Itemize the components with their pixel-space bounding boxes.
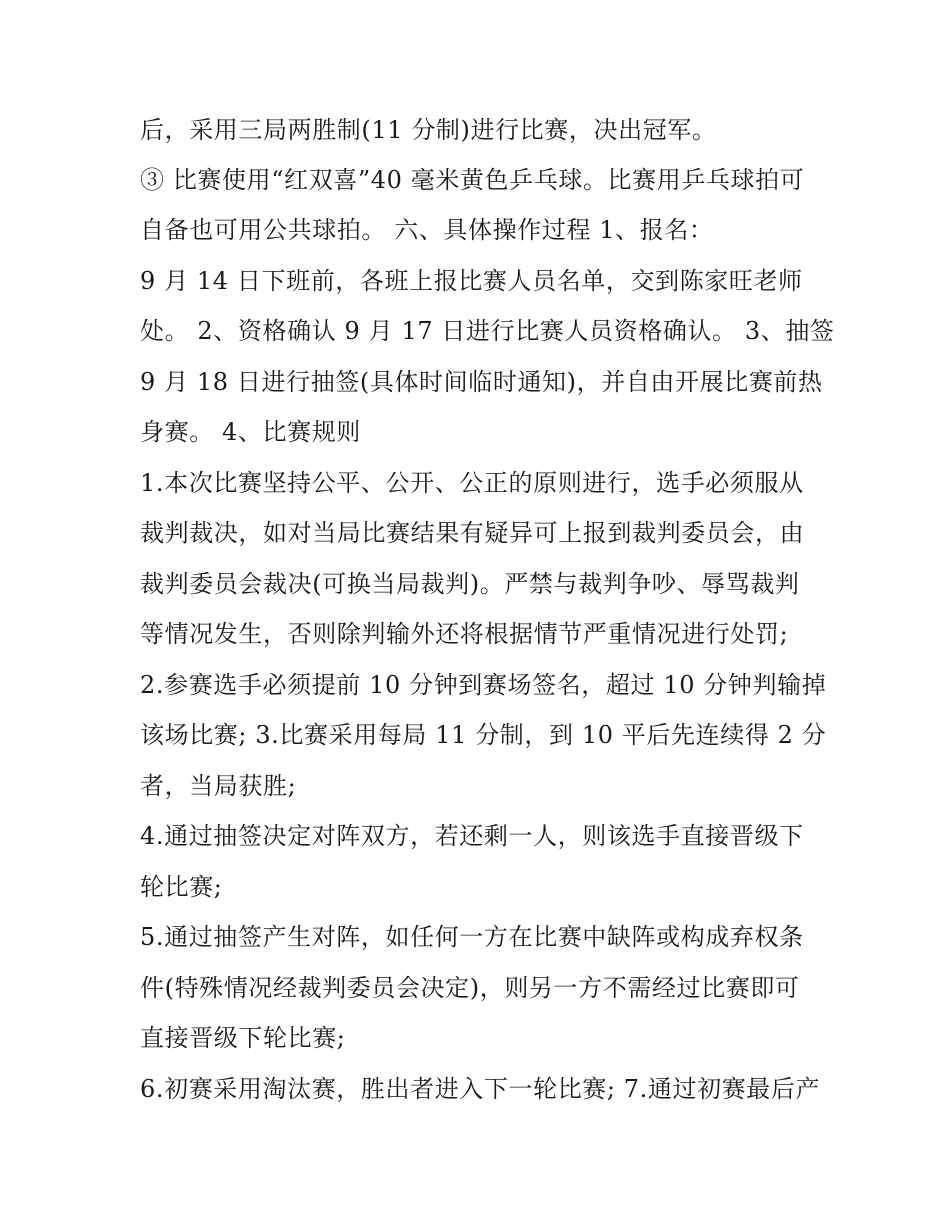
text-line: ③ 比赛使用“红双喜”40 毫米黄色乒乓球。比赛用乒乓球拍可 xyxy=(140,166,805,194)
text-line: 身赛。 4、比赛规则 xyxy=(140,418,361,446)
text-line: 裁判裁决，如对当局比赛结果有疑异可上报到裁判委员会，由 xyxy=(140,519,805,547)
text-line: 9 月 14 日下班前，各班上报比赛人员名单，交到陈家旺老师 xyxy=(140,267,803,295)
text-line: 裁判委员会裁决(可换当局裁判)。严禁与裁判争吵、辱骂裁判 xyxy=(140,570,800,598)
text-line: 轮比赛; xyxy=(140,873,223,901)
text-line: 该场比赛; 3.比赛采用每局 11 分制，到 10 平后先连续得 2 分 xyxy=(140,721,827,749)
text-line: 6.初赛采用淘汰赛，胜出者进入下一轮比赛; 7.通过初赛最后产 xyxy=(140,1075,821,1103)
text-line: 1.本次比赛坚持公平、公开、公正的原则进行，选手必须服从 xyxy=(140,469,804,497)
text-line: 9 月 18 日进行抽签(具体时间临时通知)，并自由开展比赛前热 xyxy=(140,368,823,396)
text-line: 者，当局获胜; xyxy=(140,772,297,800)
text-line: 自备也可用公共球拍。 六、具体操作过程 1、报名： xyxy=(140,216,714,244)
text-line: 件(特殊情况经裁判委员会决定)，则另一方不需经过比赛即可 xyxy=(140,974,800,1002)
text-line: 后，采用三局两胜制(11 分制)进行比赛，决出冠军。 xyxy=(140,116,717,144)
text-line: 4.通过抽签决定对阵双方，若还剩一人，则该选手直接晋级下 xyxy=(140,822,804,850)
text-line: 处。 2、资格确认 9 月 17 日进行比赛人员资格确认。 3、抽签 xyxy=(140,317,835,345)
text-line: 直接晋级下轮比赛; xyxy=(140,1024,346,1052)
text-line: 2.参赛选手必须提前 10 分钟到赛场签名，超过 10 分钟判输掉 xyxy=(140,671,827,699)
text-line: 等情况发生，否则除判输外还将根据情节严重情况进行处罚; xyxy=(140,620,789,648)
text-line: 5.通过抽签产生对阵，如任何一方在比赛中缺阵或构成弃权条 xyxy=(140,923,804,951)
